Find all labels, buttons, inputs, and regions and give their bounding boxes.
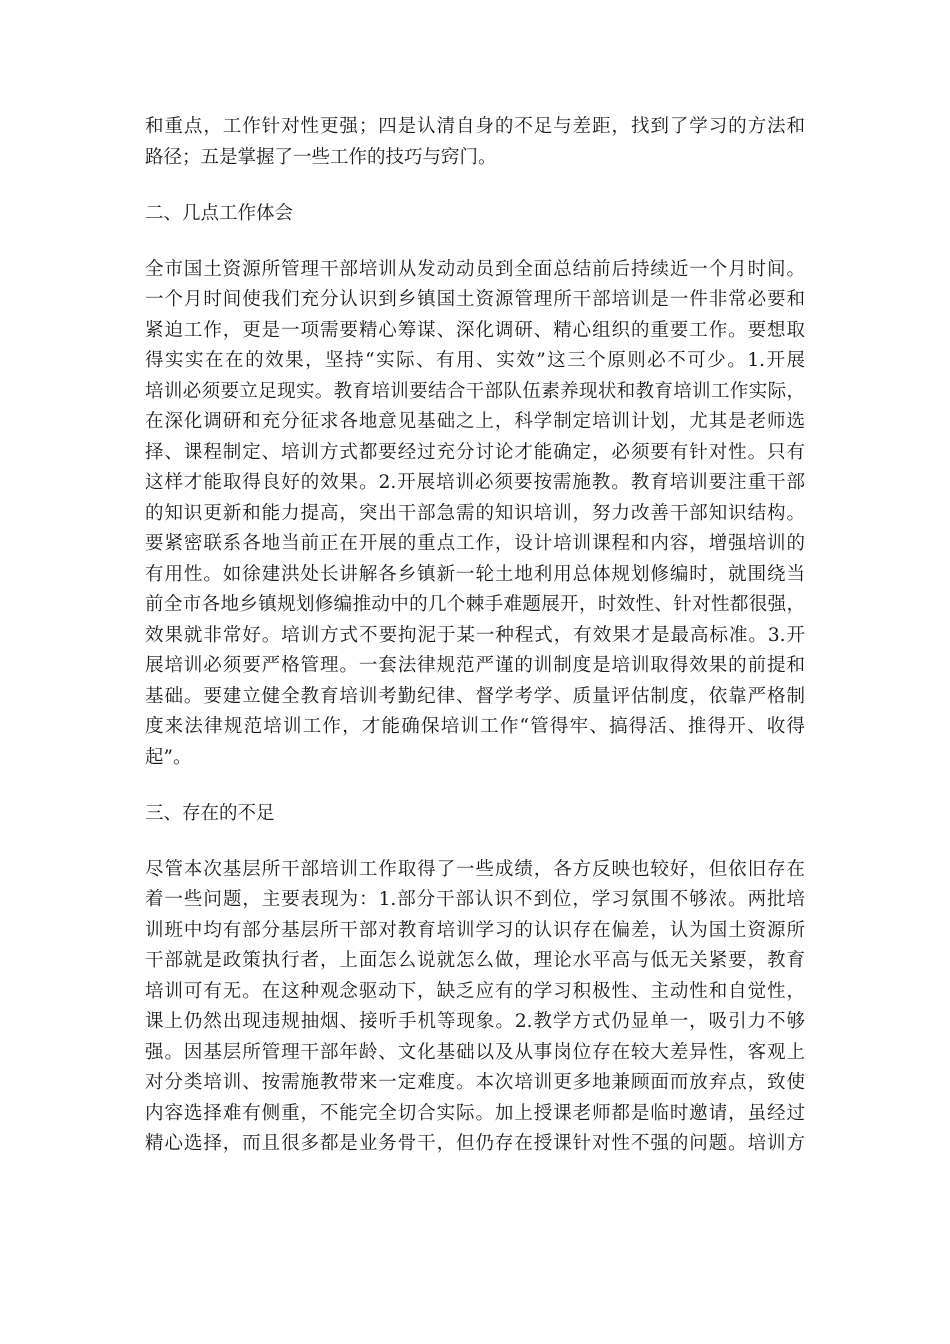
text-line: 课上仍然出现违规抽烟、接听手机等现象。2.教学方式仍显单一，吸引力不够 bbox=[145, 1011, 805, 1032]
text-line: 得实实在在的效果，坚持“实际、有用、实效”这三个原则必不可少。1.开展 bbox=[145, 350, 805, 371]
section-heading-2: 二、几点工作体会 bbox=[145, 202, 294, 224]
text-line: 起”。 bbox=[145, 746, 192, 768]
text-line: 一个月时间使我们充分认识到乡镇国土资源管理所干部培训是一件非常必要和 bbox=[145, 289, 805, 310]
text-line: 度来法律规范培训工作，才能确保培训工作“管得牢、搞得活、推得开、收得 bbox=[145, 716, 805, 737]
text-line: 内容选择难有侧重，不能完全切合实际。加上授课老师都是临时邀请，虽经过 bbox=[145, 1102, 805, 1124]
text-line: 效果就非常好。培训方式不要拘泥于某一种程式，有效果才是最高标准。3.开 bbox=[145, 624, 805, 646]
text-line: 精心选择，而且很多都是业务骨干，但仍存在授课针对性不强的问题。培训方 bbox=[145, 1133, 805, 1154]
document-body bbox=[145, 112, 805, 1160]
text-line: 要紧密联系各地当前正在开展的重点工作，设计培训课程和内容，增强培训的 bbox=[145, 533, 805, 554]
paragraph-work-experience bbox=[145, 255, 805, 774]
text-line: 培训必须要立足现实。教育培训要结合干部队伍素养现状和教育培训工作实际， bbox=[145, 380, 805, 402]
text-line: 展培训必须要严格管理。一套法律规范严谨的训制度是培训取得效果的前提和 bbox=[145, 655, 805, 676]
text-line: 尽管本次基层所干部培训工作取得了一些成绩，各方反映也较好，但依旧存在 bbox=[145, 858, 805, 880]
text-line: 基础。要建立健全教育培训考勤纪律、督学考学、质量评估制度，依靠严格制 bbox=[145, 685, 805, 707]
paragraph-intro bbox=[145, 112, 805, 173]
text-line: 在深化调研和充分征求各地意见基础之上，科学制定培训计划，尤其是老师选 bbox=[145, 411, 805, 432]
text-line: 路径；五是掌握了一些工作的技巧与窍门。 bbox=[145, 146, 497, 168]
text-line: 有用性。如徐建洪处长讲解各乡镇新一轮土地利用总体规划修编时，就围绕当 bbox=[145, 563, 805, 585]
text-line: 这样才能取得良好的效果。2.开展培训必须要按需施教。教育培训要注重干部 bbox=[145, 472, 805, 493]
text-line: 和重点，工作针对性更强；四是认清自身的不足与差距，找到了学习的方法和 bbox=[145, 116, 805, 137]
text-line: 的知识更新和能力提高，突出干部急需的知识培训，努力改善干部知识结构。 bbox=[145, 502, 805, 524]
text-line: 择、课程制定、培训方式都要经过充分讨论才能确定，必须要有针对性。只有 bbox=[145, 441, 805, 463]
text-line: 训班中均有部分基层所干部对教育培训学习的认识存在偏差，认为国土资源所 bbox=[145, 919, 805, 941]
section-heading-3: 三、存在的不足 bbox=[145, 802, 275, 824]
text-line: 强。因基层所管理干部年龄、文化基础以及从事岗位存在较大差异性，客观上 bbox=[145, 1041, 805, 1063]
text-line: 紧迫工作，更是一项需要精心筹谋、深化调研、精心组织的重要工作。要想取 bbox=[145, 319, 805, 341]
text-line: 干部就是政策执行者，上面怎么说就怎么做，理论水平高与低无关紧要，教育 bbox=[145, 950, 805, 971]
text-line: 全市国土资源所管理干部培训从发动动员到全面总结前后持续近一个月时间。 bbox=[145, 258, 805, 280]
text-line: 对分类培训、按需施教带来一定难度。本次培训更多地兼顾面而放弃点，致使 bbox=[145, 1072, 805, 1093]
paragraph-shortcomings bbox=[145, 855, 805, 1160]
text-line: 着一些问题，主要表现为：1.部分干部认识不到位，学习氛围不够浓。两批培 bbox=[145, 889, 805, 910]
text-line: 培训可有无。在这种观念驱动下，缺乏应有的学习积极性、主动性和自觉性， bbox=[145, 980, 805, 1002]
text-line: 前全市各地乡镇规划修编推动中的几个棘手难题展开，时效性、针对性都很强， bbox=[145, 594, 805, 615]
